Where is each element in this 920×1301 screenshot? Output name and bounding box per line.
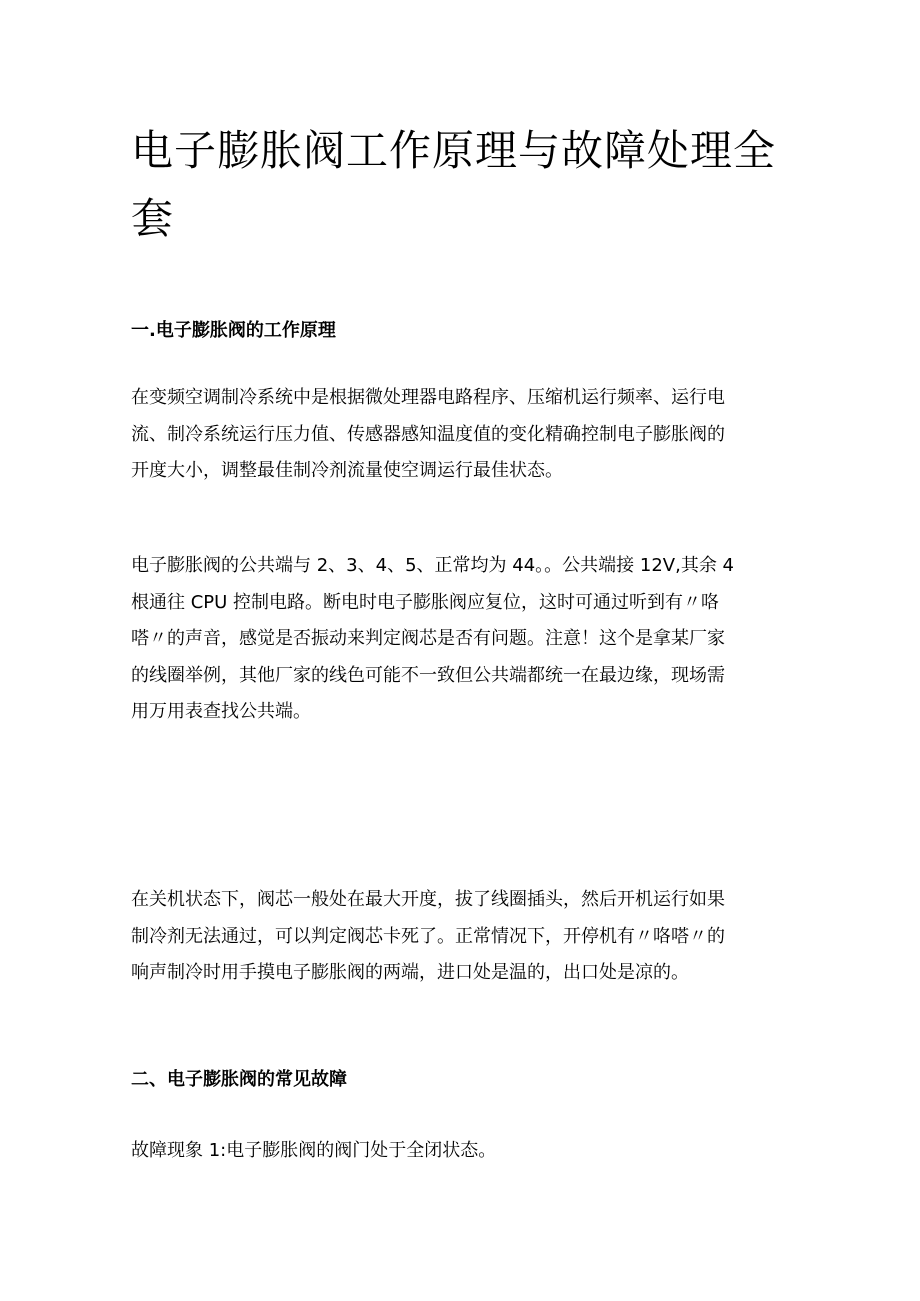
paragraph-control-description: [131, 380, 793, 490]
paragraph-line: 电子膨胀阀的公共端与 2、3、4、5、正常均为 44。。公共端接 12V,其余 4: [131, 555, 734, 576]
paragraph-line: 流、制冷系统运行压力值、传感器感知温度值的变化精确控制电子膨胀阀的: [131, 423, 725, 445]
paragraph-valve-check: [131, 882, 793, 992]
paragraph-line: 的线圈举例，其他厂家的线色可能不一致但公共端都统一在最边缘，现场需: [131, 664, 725, 686]
paragraph-line: 开度大小，调整最佳制冷剂流量使空调运行最佳状态。: [131, 460, 563, 481]
paragraph-line: 制冷剂无法通过，可以判定阀芯卡死了。正常情况下，开停机有〃咯嗒〃的: [131, 925, 725, 947]
section-heading-common-faults: 二、电子膨胀阀的常见故障: [131, 1069, 347, 1090]
paragraph-line: 响声制冷时用手摸电子膨胀阀的两端，进口处是温的，出口处是凉的。: [131, 962, 689, 983]
paragraph-line: 在变频空调制冷系统中是根据微处理器电路程序、压缩机运行频率、运行电: [131, 387, 725, 408]
paragraph-line: 在关机状态下，阀芯一般处在最大开度，拔了线圈插头，然后开机运行如果: [131, 889, 725, 910]
paragraph-line: 用万用表查找公共端。: [131, 701, 311, 722]
section-heading-working-principle: 一.电子膨胀阀的工作原理: [131, 320, 336, 341]
paragraph-line: 故障现象 1:电子膨胀阀的阀门处于全闭状态。: [131, 1140, 497, 1161]
paragraph-line: 嗒〃的声音，感觉是否振动来判定阀芯是否有问题。注意！这个是拿某厂家: [131, 628, 725, 649]
document-title: 电子膨胀阀工作原理与故障处理全套: [131, 126, 777, 243]
paragraph-fault-symptom-1: [131, 1133, 793, 1170]
paragraph-common-terminal: [131, 548, 793, 731]
paragraph-line: 根通往 CPU 控制电路。断电时电子膨胀阀应复位，这时可通过听到有〃咯: [131, 591, 720, 613]
